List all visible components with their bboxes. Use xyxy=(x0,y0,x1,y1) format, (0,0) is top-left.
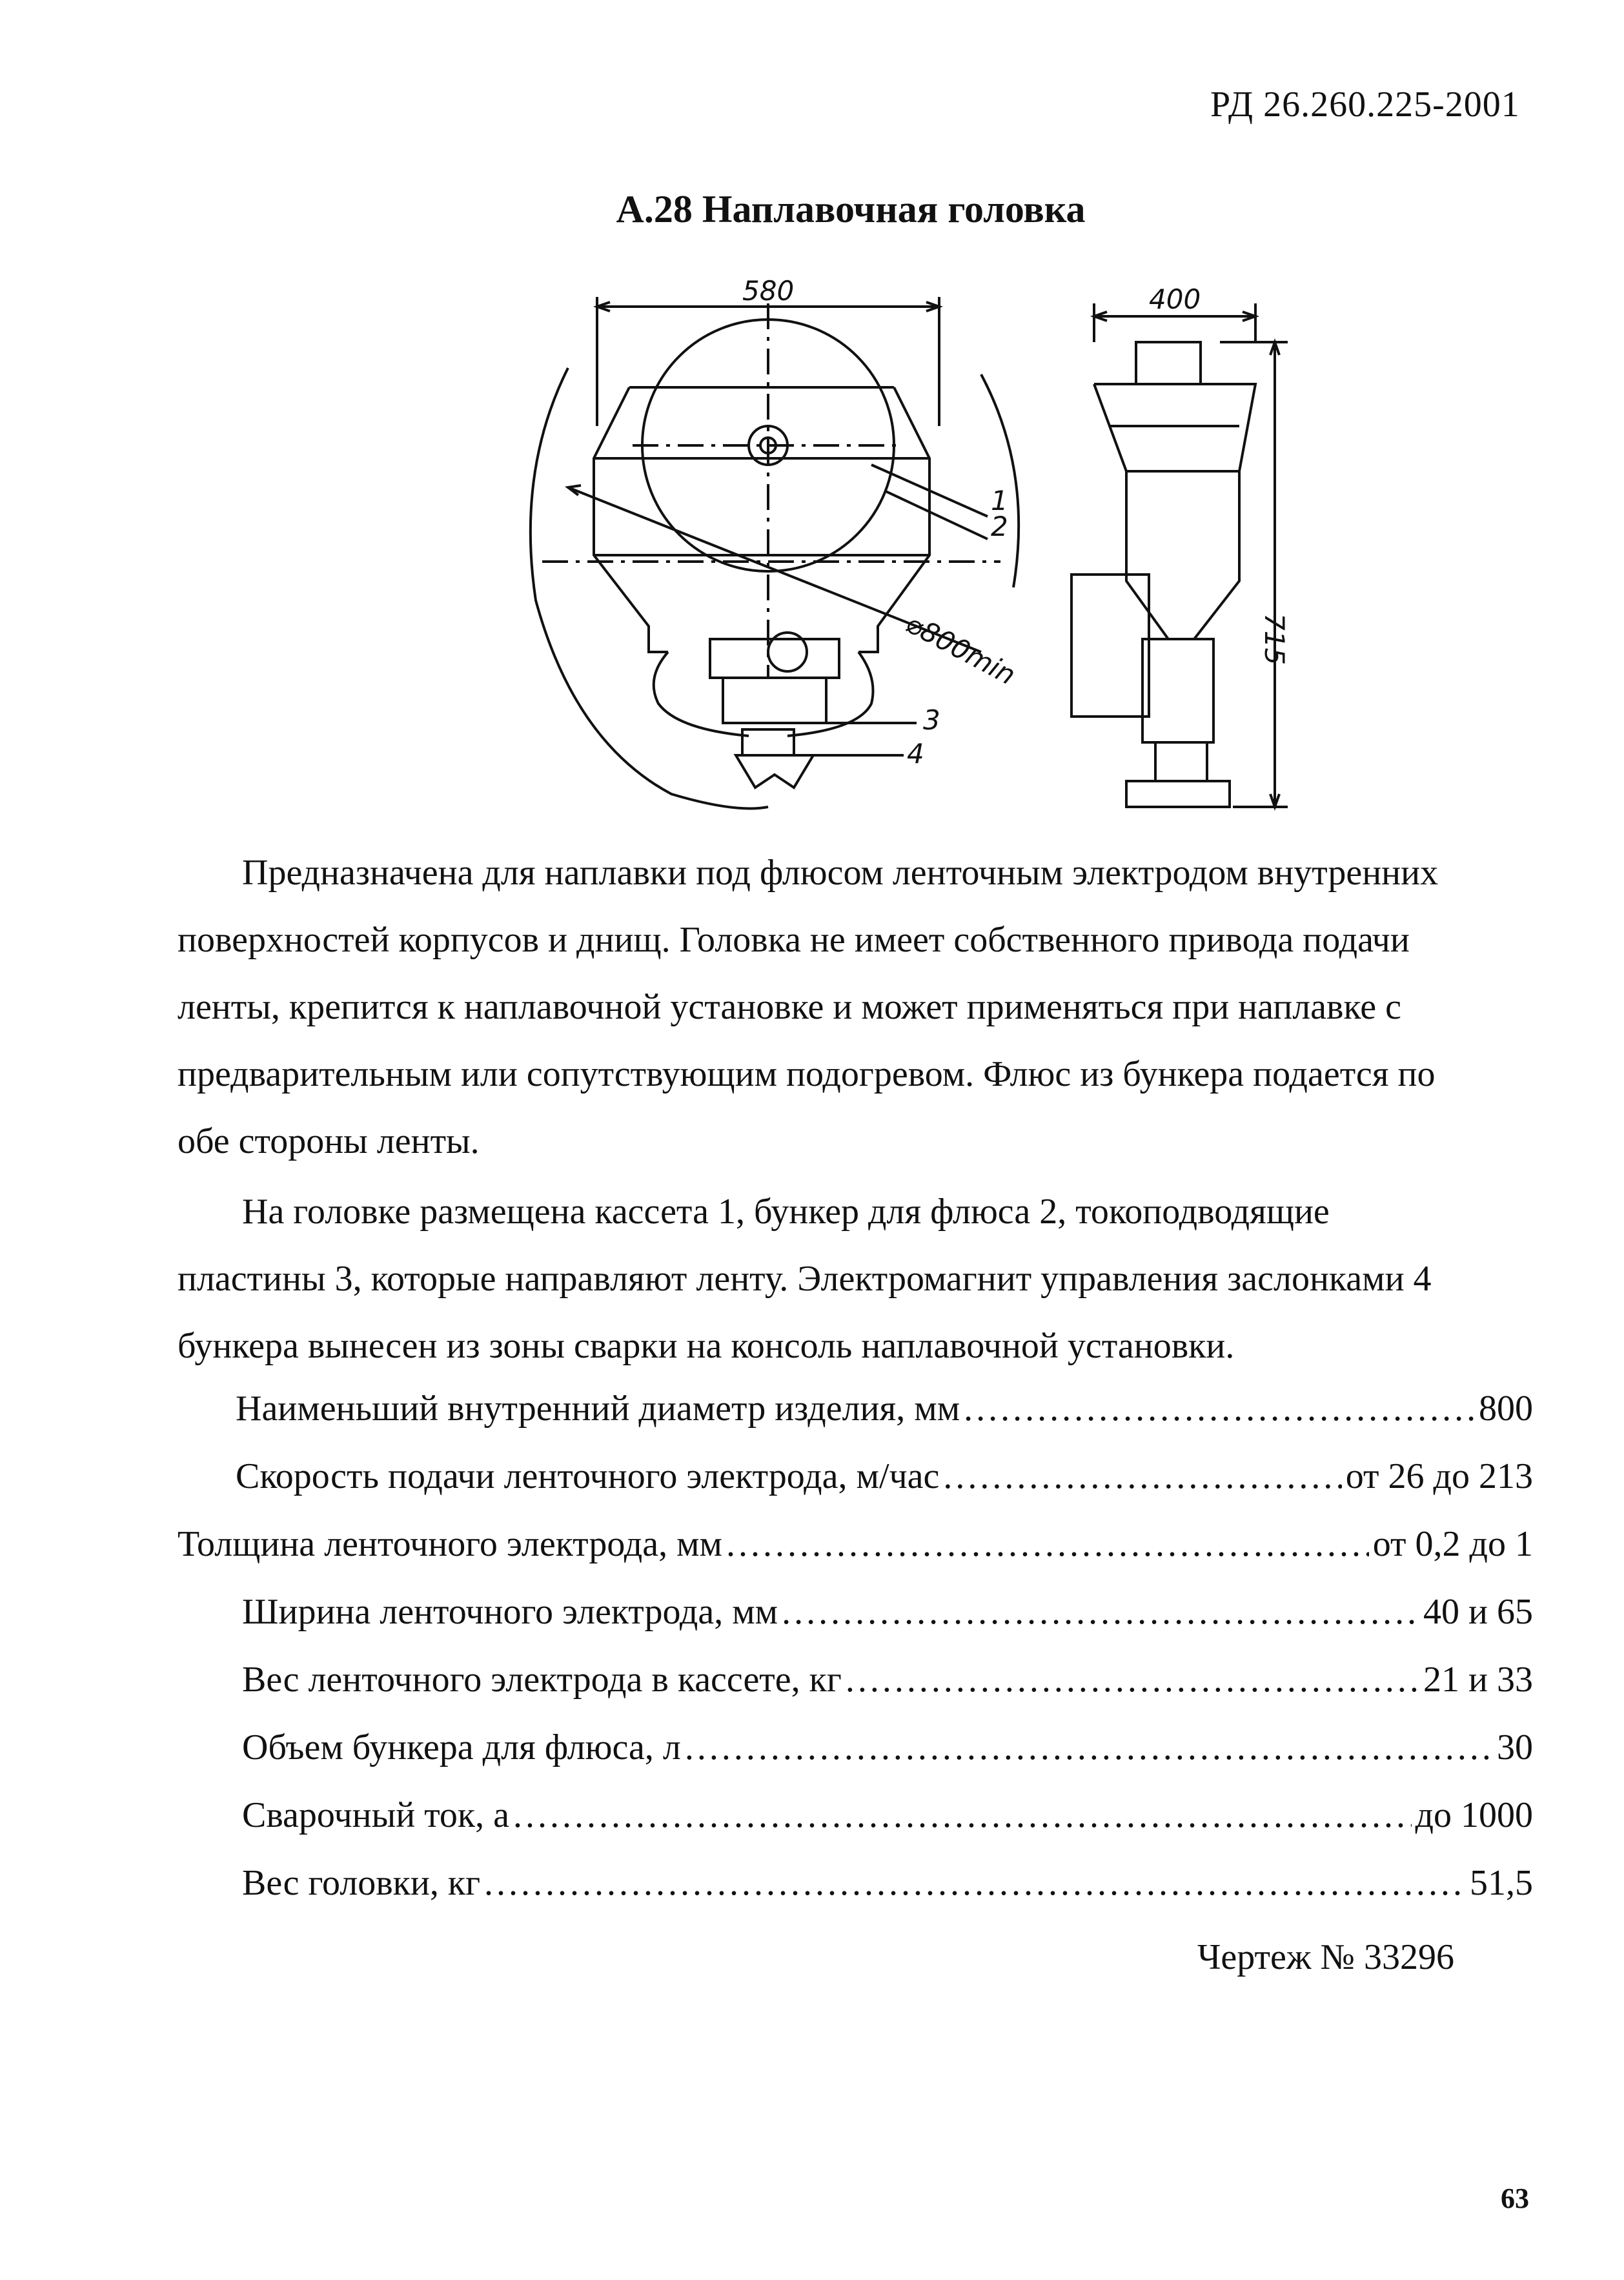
section-title: А.28 Наплавочная головка xyxy=(616,188,1086,230)
spec-row xyxy=(242,1659,1533,1700)
spec-label: Скорость подачи ленточного электрода, м/час xyxy=(236,1456,940,1496)
spec-label: Вес головки, кг xyxy=(242,1863,481,1903)
callout-3: 3 xyxy=(923,704,940,736)
technical-drawing xyxy=(491,278,1310,846)
callout-1: 1 xyxy=(991,485,1008,516)
paragraph-line: обе стороны ленты. xyxy=(178,1121,480,1161)
spec-row xyxy=(242,1862,1533,1904)
spec-label: Вес ленточного электрода в кассете, кг xyxy=(242,1660,842,1700)
callout-2: 2 xyxy=(991,511,1008,542)
spec-row xyxy=(242,1591,1533,1633)
spec-label: Наименьший внутренний диаметр изделия, мм xyxy=(236,1389,960,1429)
min-diameter-arc xyxy=(531,368,768,809)
spec-label: Сварочный ток, а xyxy=(242,1795,509,1835)
spec-value: от 26 до 213 xyxy=(1345,1456,1533,1496)
document-code: РД 26.260.225-2001 xyxy=(1210,85,1520,125)
paragraph-line: Предназначена для наплавки под флюсом ленточным электродом внутренних xyxy=(242,853,1439,893)
callout-4: 4 xyxy=(907,738,924,769)
paragraph-line: поверхностей корпусов и днищ. Головка не имеет собственного привода подачи xyxy=(178,920,1410,960)
paragraph-components xyxy=(178,1178,1539,1379)
page-number: 63 xyxy=(1501,2183,1529,2214)
paragraph-line: пластины 3, которые направляют ленту. Электромагнит управления заслонками 4 xyxy=(178,1259,1432,1299)
dim-580: 580 xyxy=(742,278,795,307)
spec-value: 51,5 xyxy=(1470,1863,1533,1903)
spec-row xyxy=(236,1388,1533,1429)
dim-diameter: ⌀800min xyxy=(900,607,1021,691)
spec-value: 40 и 65 xyxy=(1423,1592,1533,1632)
paragraph-line: На головке размещена кассета 1, бункер для флюса 2, токоподводящие xyxy=(242,1192,1330,1232)
spec-label: Объем бункера для флюса, л xyxy=(242,1727,681,1767)
paragraph-line: ленты, крепится к наплавочной установке и может применяться при наплавке с xyxy=(178,987,1401,1027)
dim-715: 715 xyxy=(1259,613,1290,666)
paragraph-description xyxy=(178,839,1539,1175)
drawing-number: Чертеж № 33296 xyxy=(1197,1937,1454,1977)
spec-label: Ширина ленточного электрода, мм xyxy=(242,1592,778,1632)
dim-400: 400 xyxy=(1149,283,1201,315)
spec-value: до 1000 xyxy=(1415,1795,1533,1835)
spec-value: от 0,2 до 1 xyxy=(1372,1524,1533,1564)
spec-label: Толщина ленточного электрода, мм xyxy=(178,1524,722,1564)
spec-value: 21 и 33 xyxy=(1423,1660,1533,1700)
paragraph-line: предварительным или сопутствующим подогревом. Флюс из бункера подается по xyxy=(178,1054,1436,1094)
spec-value: 30 xyxy=(1497,1727,1533,1767)
spec-row xyxy=(242,1727,1533,1768)
spec-value: 800 xyxy=(1479,1389,1533,1429)
spec-row xyxy=(242,1795,1533,1836)
spec-row xyxy=(236,1456,1533,1497)
spec-row xyxy=(178,1523,1533,1565)
paragraph-line: бункера вынесен из зоны сварки на консоль наплавочной установки. xyxy=(178,1326,1235,1366)
